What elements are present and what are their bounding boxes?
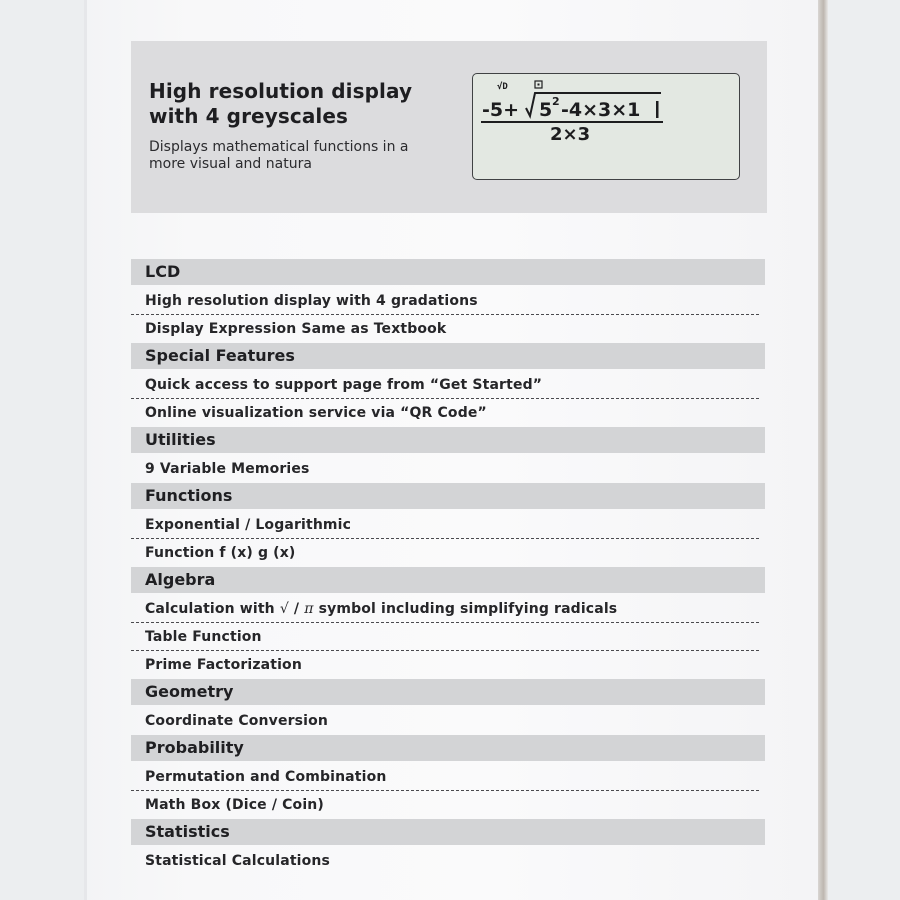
section-header-statistics: Statistics: [131, 819, 765, 845]
radical-symbol: √: [279, 601, 289, 617]
spec-item-text: symbol including simplifying radicals: [313, 601, 618, 617]
display-feature-title: High resolution display with 4 greyscales: [149, 79, 413, 128]
lcd-radicand-rest: -4×3×1: [561, 99, 641, 121]
spec-item: Math Box (Dice / Coin): [145, 797, 324, 813]
lcd-denominator: 2×3: [550, 124, 591, 145]
spec-item: Exponential / Logarithmic: [131, 511, 759, 539]
spec-item: 9 Variable Memories: [145, 461, 310, 477]
spec-list: [131, 259, 765, 875]
lcd-indicator-box-dot: [538, 84, 540, 86]
display-feature-panel: [131, 41, 767, 213]
lcd-indicator-sqrt: √D: [497, 82, 508, 92]
spec-item: Permutation and Combination: [131, 763, 759, 791]
spec-item: High resolution display with 4 gradations: [131, 287, 759, 315]
spec-item-radicals: [131, 595, 759, 623]
box-right-edge: [818, 0, 828, 900]
lcd-radicand-base: 5: [539, 99, 553, 121]
spec-item-text: Calculation with: [145, 601, 280, 617]
section-header-probability: Probability: [131, 735, 765, 761]
spec-item: Prime Factorization: [145, 657, 302, 673]
box-left-edge: [84, 0, 87, 900]
spec-item: Display Expression Same as Textbook: [145, 321, 447, 337]
spec-item: Coordinate Conversion: [145, 713, 328, 729]
pi-symbol: π: [304, 601, 314, 617]
spec-item: Statistical Calculations: [145, 853, 330, 869]
lcd-cursor: [656, 101, 659, 118]
section-header-functions: Functions: [131, 483, 765, 509]
section-header-geometry: Geometry: [131, 679, 765, 705]
spec-item: Function f (x) g (x): [145, 545, 296, 561]
section-header-utilities: Utilities: [131, 427, 765, 453]
section-header-lcd: LCD: [131, 259, 765, 285]
display-feature-description: Displays mathematical functions in a more visual and natura: [149, 139, 409, 172]
lcd-screen-illustration: [472, 73, 740, 180]
spec-item: Table Function: [131, 623, 759, 651]
section-header-algebra: Algebra: [131, 567, 765, 593]
lcd-radicand-exponent: 2: [552, 95, 560, 108]
lcd-numerator-prefix: -5+: [482, 99, 520, 121]
spec-item: Quick access to support page from “Get Started”: [131, 371, 759, 399]
lcd-expression: [473, 74, 741, 181]
spec-item: Online visualization service via “QR Code”: [145, 405, 487, 421]
spec-item-slash: /: [288, 601, 305, 617]
section-header-special-features: Special Features: [131, 343, 765, 369]
